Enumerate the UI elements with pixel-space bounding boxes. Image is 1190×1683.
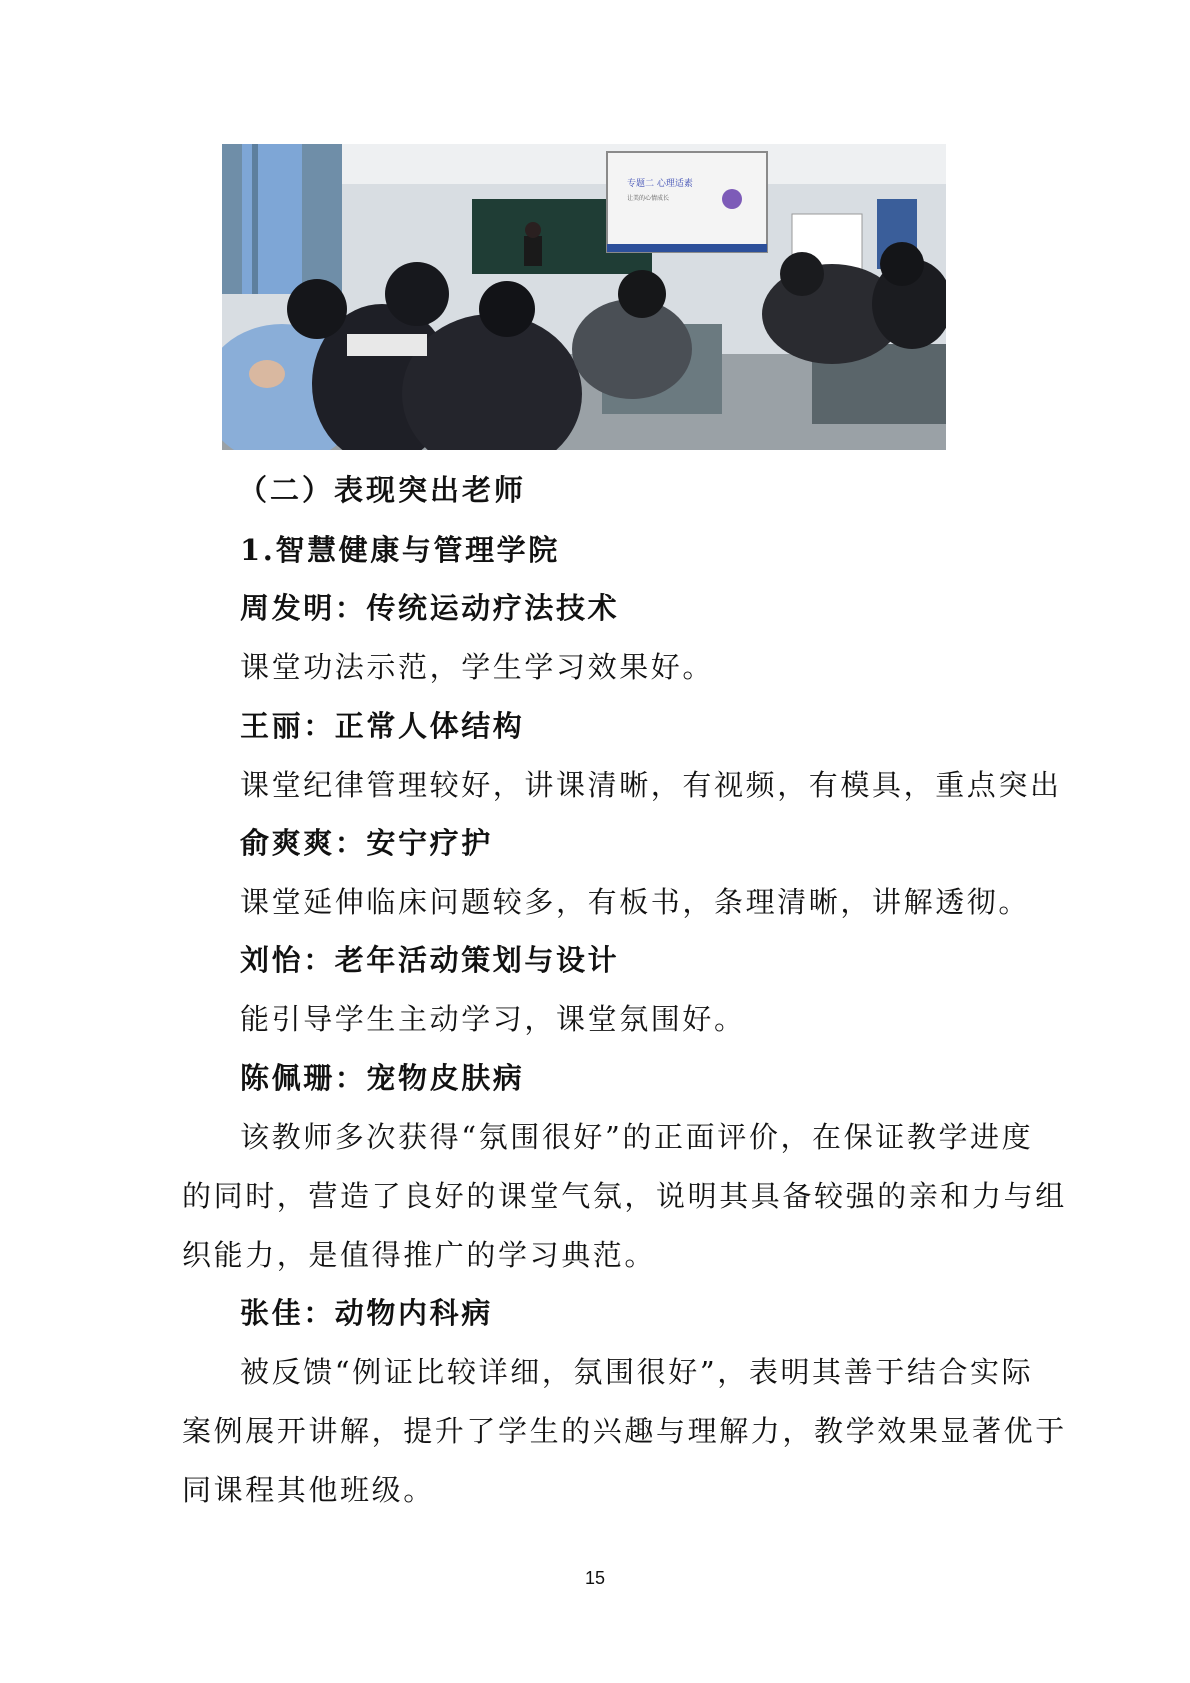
- section-title: （二）表现突出老师: [238, 473, 527, 507]
- teacher-comment: 同课程其他班级。: [182, 1473, 435, 1507]
- classroom-photo: [222, 144, 946, 450]
- teacher-comment: 能引导学生主动学习，课堂氛围好。: [240, 1002, 746, 1036]
- teacher-name: 王丽：正常人体结构: [240, 709, 525, 743]
- slide-title: 专题二 心理适素: [627, 179, 693, 189]
- teacher-comment: 案例展开讲解，提升了学生的兴趣与理解力，教学效果显著优于: [182, 1414, 1067, 1448]
- teacher-comment: 课堂功法示范，学生学习效果好。: [240, 650, 715, 684]
- teacher-comment: 课堂延伸临床问题较多，有板书，条理清晰，讲解透彻。: [240, 885, 1031, 919]
- teacher-name: 俞爽爽：安宁疗护: [240, 826, 493, 860]
- teacher-name: 周发明：传统运动疗法技术: [240, 591, 620, 625]
- college-heading: 1.智慧健康与管理学院: [240, 533, 560, 567]
- teacher-comment: 的同时，营造了良好的课堂气氛，说明其具备较强的亲和力与组: [182, 1179, 1067, 1213]
- slide-subtitle: 让美的心情成长: [627, 195, 670, 202]
- teacher-comment: 课堂纪律管理较好，讲课清晰，有视频，有模具，重点突出: [240, 768, 1062, 802]
- teacher-comment: 该教师多次获得“氛围很好”的正面评价，在保证教学进度: [240, 1120, 1034, 1154]
- teacher-name: 陈佩珊：宠物皮肤病: [240, 1061, 525, 1095]
- page-number: 15: [584, 1568, 606, 1588]
- teacher-comment: 织能力，是值得推广的学习典范。: [182, 1238, 657, 1272]
- teacher-name: 张佳：动物内科病: [240, 1296, 493, 1330]
- teacher-comment: 被反馈“例证比较详细，氛围很好”，表明其善于结合实际: [240, 1355, 1034, 1389]
- teacher-name: 刘怡：老年活动策划与设计: [240, 943, 620, 977]
